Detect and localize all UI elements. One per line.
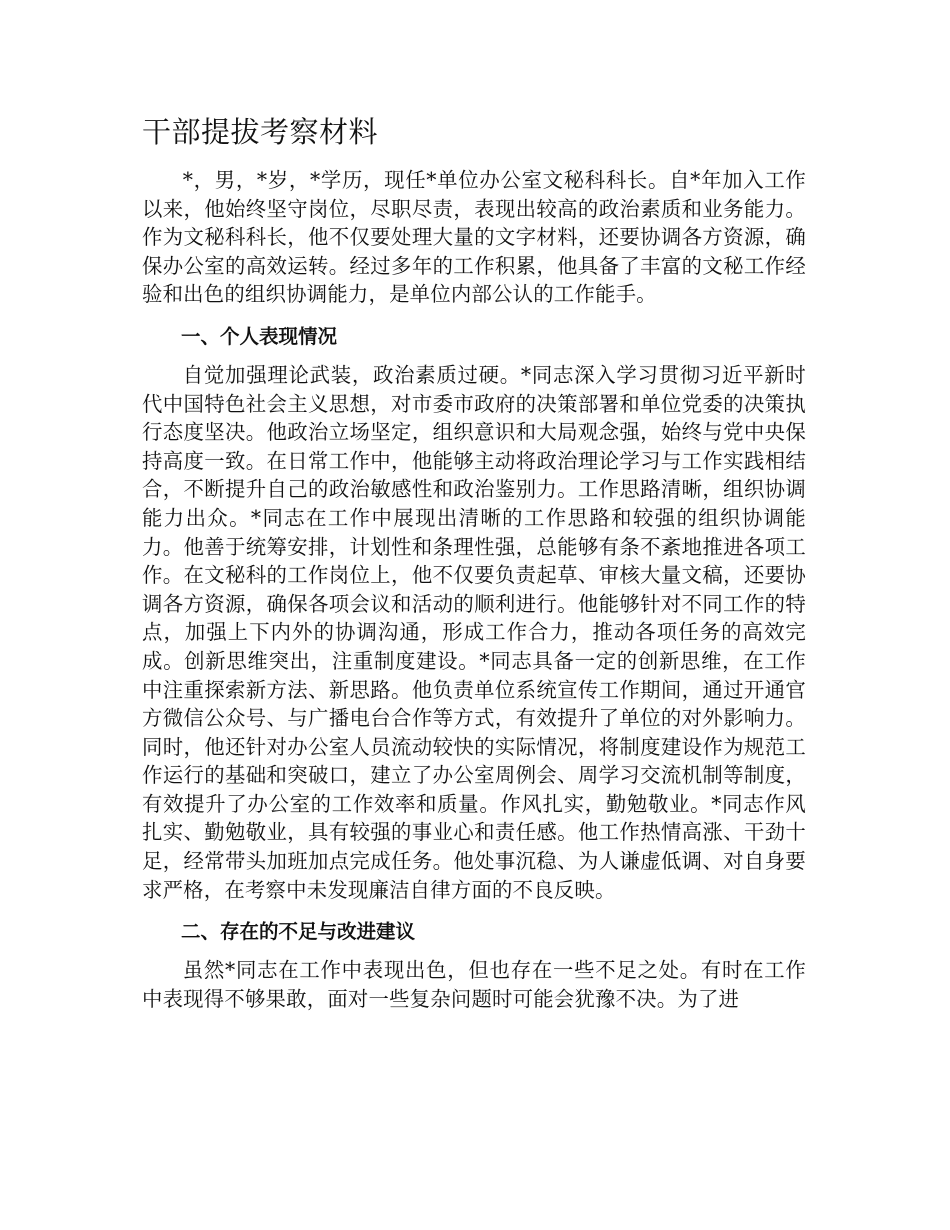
intro-paragraph: *，男，*岁，*学历，现任*单位办公室文秘科科长。自*年加入工作以来，他始终坚守岗位，尽职尽责，表现出较高的政治素质和业务能力。作为文秘科科长，他不仅要处理大量的文字材料，还要协调各方资源，确保办公室的高效运转。经过多年的工作积累，他具备了丰富的文秘工作经验和出色的组织协调能力，是单位内部公认的工作能手。	[142, 168, 806, 307]
document-title: 干部提拔考察材料	[142, 115, 379, 149]
section-heading-shortcomings: 二、存在的不足与改进建议	[181, 920, 416, 944]
section-heading-personal-performance: 一、个人表现情况	[181, 324, 338, 348]
document-page	[142, 108, 806, 1013]
section-body-shortcomings: 虽然*同志在工作中表现出色，但也存在一些不足之处。有时在工作中表现得不够果敢，面对一些复杂问题时可能会犹豫不决。为了进	[142, 958, 806, 1011]
section-body-personal-performance: 自觉加强理论武装，政治素质过硬。*同志深入学习贯彻习近平新时代中国特色社会主义思想，对市委市政府的决策部署和单位党委的决策执行态度坚决。他政治立场坚定，组织意识和大局观念强，始终与党中央保持高度一致。在日常工作中，他能够主动将政治理论学习与工作实践相结合，不断提升自己的政治敏感性和政治鉴别力。工作思路清晰，组织协调能力出众。*同志在工作中展现出清晰的工作思路和较强的组织协调能力。他善于统筹安排，计划性和条理性强，总能够有条不紊地推进各项工作。在文秘科的工作岗位上，他不仅要负责起草、审核大量文稿，还要协调各方资源，确保各项会议和活动的顺利进行。他能够针对不同工作的特点，加强上下内外的协调沟通，形成工作合力，推动各项任务的高效完成。创新思维突出，注重制度建设。*同志具备一定的创新思维，在工作中注重探索新方法、新思路。他负责单位系统宣传工作期间，通过开通官方微信公众号、与广播电台合作等方式，有效提升了单位的对外影响力。同时，他还针对办公室人员流动较快的实际情况，将制度建设作为规范工作运行的基础和突破口，建立了办公室周例会、周学习交流机制等制度，有效提升了办公室的工作效率和质量。作风扎实，勤勉敬业。*同志作风扎实、勤勉敬业，具有较强的事业心和责任感。他工作热情高涨、干劲十足，经常带头加班加点完成任务。他处事沉稳、为人谦虚低调、对自身要求严格，在考察中未发现廉洁自律方面的不良反映。	[142, 362, 806, 902]
